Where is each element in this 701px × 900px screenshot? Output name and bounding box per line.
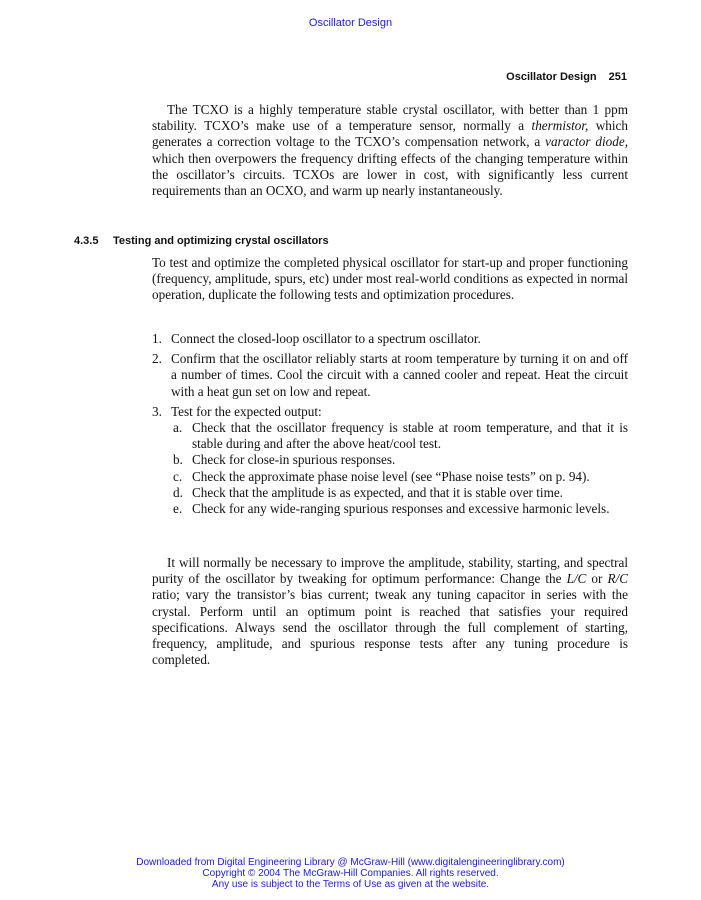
sub-list-marker: b. (173, 452, 183, 468)
sub-list-marker: c. (173, 468, 183, 484)
sub-list-item-text: Check for close-in spurious responses. (192, 452, 396, 468)
sub-list-marker: e. (173, 501, 183, 517)
sub-list-item-text: Check the approximate phase noise level (see “Phase noise tests” on p. 94). (192, 468, 590, 484)
para3-text-3: ratio; vary the transistor’s bias current; tweak any tuning capacitor in series with the crystal. Perform until an optimum point is reached that satisfies your required specifications. Always send the oscillator through the full complement of starting, frequency, amplitude, and spurious response tests after any tuning procedure is completed. (152, 587, 628, 668)
sub-list-item (171, 485, 628, 501)
download-footer (0, 857, 701, 890)
sub-list-item (171, 501, 628, 517)
footer-terms-link[interactable]: Any use is subject to the Terms of Use as given at the website. (211, 879, 490, 890)
sub-list (171, 420, 628, 517)
page-number: 251 (608, 71, 627, 83)
list-item-text: Connect the closed-loop oscillator to a spectrum oscillator. (171, 331, 481, 346)
para3-italic-rc: R/C (607, 571, 628, 587)
para1-text-1: The TCXO is a highly temperature stable crystal oscillator, with better than 1 ppm stability. TCXO’s make use of a temperature sensor, normally a (152, 102, 628, 134)
para1-text-3: which then overpowers the frequency drifting effects of the changing temperature within the oscillator’s circuits. TCXOs are lower in cost, with significantly less current requirements than an OCXO, and warm up nearly instantaneously. (152, 150, 628, 199)
list-item-text: Confirm that the oscillator reliably starts at room temperature by turning it on and off a number of times. Cool the circuit with a canned cooler and repeat. Heat the circuit with a heat gun set on low and repeat. (171, 351, 628, 399)
list-marker: 3. (152, 403, 162, 419)
para3-text-2: or (586, 571, 608, 587)
para1-italic-varactor: varactor diode, (545, 134, 628, 150)
sub-list-item-text: Check for any wide-ranging spurious responses and excessive harmonic levels. (192, 501, 610, 517)
section-heading (74, 235, 329, 247)
list-marker: 1. (152, 331, 162, 346)
running-head (506, 71, 627, 83)
para3-text-1: It will normally be necessary to improve the amplitude, stability, starting, and spectral purity of the oscillator by tweaking for optimum performance: Change the (152, 555, 628, 587)
para3-italic-lc: L/C (566, 571, 587, 587)
running-head-title: Oscillator Design (506, 71, 597, 83)
sub-list-item (171, 469, 628, 485)
sub-list-item (171, 452, 628, 468)
paragraph-intro: To test and optimize the completed physical oscillator for start-up and proper functioning (frequency, amplitude, spurs, etc) under most real-world conditions as expected in normal operation, duplicate the following tests and optimization procedures. (152, 255, 628, 303)
section-title: Testing and optimizing crystal oscillators (113, 235, 329, 247)
sub-list-item (171, 420, 628, 452)
footer-copyright: Copyright © 2004 The McGraw-Hill Companies. All rights reserved. (202, 868, 499, 879)
paragraph-tcxo (152, 102, 628, 199)
sub-list-marker: a. (173, 420, 183, 436)
sub-list-item-text: Check that the amplitude is as expected, and that it is stable over time. (192, 484, 563, 500)
test-procedure-list (152, 331, 628, 517)
paragraph-optimization (152, 555, 628, 668)
list-marker: 2. (152, 351, 162, 367)
footer-download-link[interactable]: Downloaded from Digital Engineering Library @ McGraw-Hill (www.digitalengineeringlibrary.com) (136, 857, 565, 868)
para1-text-2: which generates a correction voltage to the TCXO’s compensation network, a (152, 118, 628, 150)
chapter-link[interactable]: Oscillator Design (308, 17, 393, 29)
sub-list-marker: d. (173, 484, 183, 500)
sub-list-item-text: Check that the oscillator frequency is stable at room temperature, and that it is stable during and after the above heat/cool test. (192, 420, 628, 452)
list-item (152, 351, 628, 400)
section-number: 4.3.5 (74, 235, 99, 247)
list-item (152, 404, 628, 517)
para1-italic-thermistor: thermistor, (531, 118, 589, 134)
list-item (152, 331, 628, 347)
list-item-text: Test for the expected output: (171, 403, 322, 419)
